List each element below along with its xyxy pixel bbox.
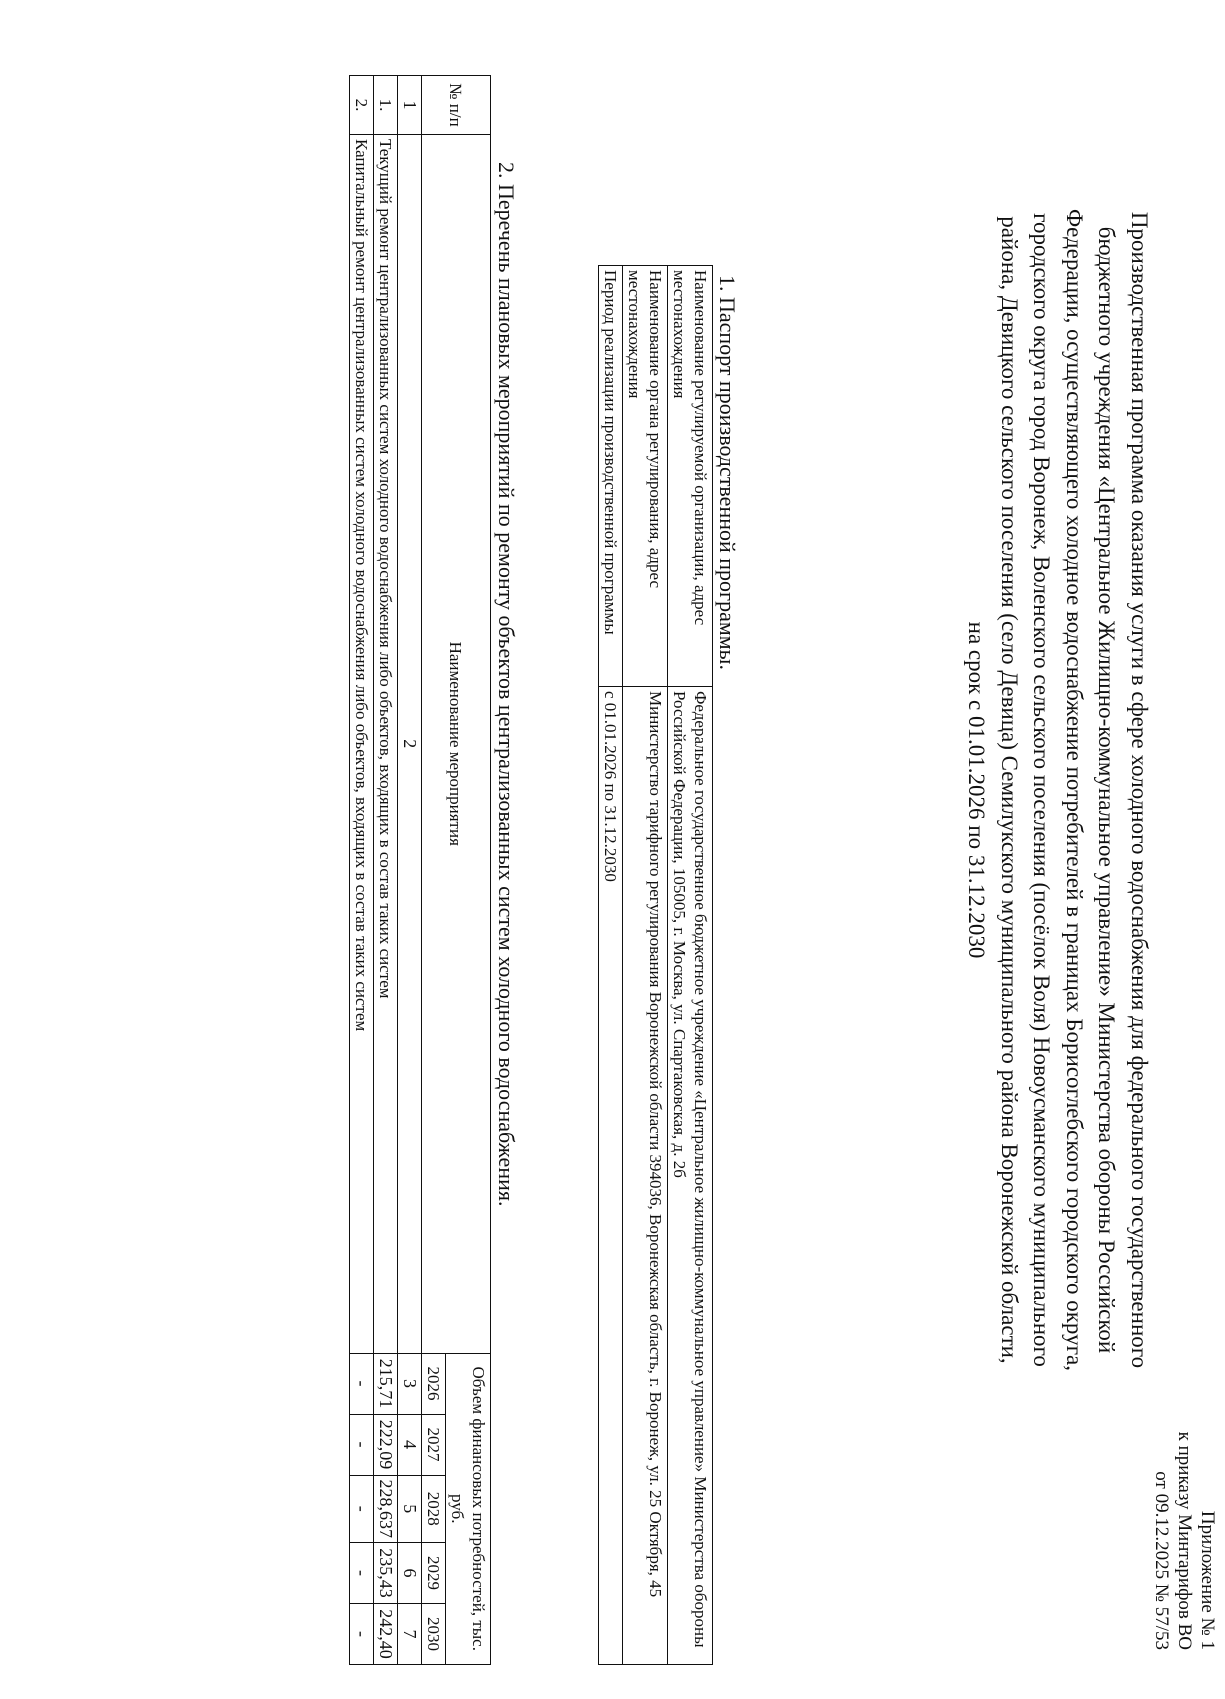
passport-value: Министерство тарифного регулирования Воронежской области 394036, Воронежская область, г. Воронеж, ул. 25 Октября, 45 (623, 687, 668, 1665)
year-cell: 2030 (422, 1604, 446, 1665)
column-number: 2 (398, 135, 422, 1354)
row-value: 235,43 (374, 1543, 398, 1604)
header-volume: Объем финансовых потребностей, тыс. руб. (446, 1353, 491, 1665)
title-line: бюджетного учреждения «Центральное Жилищно-коммунальное управление» Министерства обороны Российской (1094, 226, 1120, 1354)
year-cell: 2026 (422, 1353, 446, 1414)
title-line: района, Девицкого сельского поселения (село Девица) Семилукского муниципального района Воронежской области, (997, 216, 1022, 1364)
table-row (623, 266, 668, 1665)
table-row (350, 76, 374, 1665)
passport-value: Федеральное государственное бюджетное учреждение «Центральное жилищно-коммунальное управление» Министерства обороны Российской Федерации, 105005, г. Москва, ул. Спартаковская, д. 2б (668, 687, 713, 1665)
column-number: 6 (398, 1543, 422, 1604)
header-number: № п/п (422, 76, 491, 135)
plan-table (349, 75, 491, 1665)
table-row (374, 76, 398, 1665)
table-row (599, 266, 623, 1665)
column-number: 7 (398, 1604, 422, 1665)
appendix-line: от 09.12.2025 № 57/53 (1151, 1471, 1172, 1650)
year-cell: 2027 (422, 1414, 446, 1475)
row-value: - (350, 1475, 374, 1543)
title-line: городского округа город Воронеж, Воленского сельского поселения (посёлок Воля) Новоусманского муниципального (1029, 213, 1055, 1367)
year-cell: 2029 (422, 1543, 446, 1604)
row-value: - (350, 1414, 374, 1475)
row-name: Капитальный ремонт централизованных систем холодного водоснабжения либо объектов, входящих в состав таких систем (350, 135, 374, 1354)
table-header-row (446, 76, 491, 1665)
header-name: Наименование мероприятия (422, 135, 491, 1354)
section2-title: 2. Перечень плановых мероприятий по ремонту объектов централизованных систем холодного водоснабжения. (494, 162, 519, 1207)
column-number: 3 (398, 1353, 422, 1414)
column-number-row (398, 76, 422, 1665)
appendix-line: к приказу Минтарифов ВО (1174, 1431, 1195, 1650)
passport-table (598, 265, 713, 1665)
passport-label: Наименование органа регулирования, адрес местонахождения (623, 266, 668, 687)
row-value: - (350, 1604, 374, 1665)
row-value: - (350, 1543, 374, 1604)
row-value: 242,40 (374, 1604, 398, 1665)
passport-label: Период реализации производственной программы (599, 266, 623, 687)
row-number: 1. (374, 76, 398, 135)
title-line: Федерации, осуществляющего холодное водоснабжение потребителей в границах Борисоглебского городского округа, (1062, 209, 1087, 1371)
row-number: 2. (350, 76, 374, 135)
section1-title: 1. Паспорт производственной программы. (715, 275, 740, 670)
document-title (960, 100, 1155, 1480)
year-cell: 2028 (422, 1475, 446, 1543)
row-value: 215,71 (374, 1353, 398, 1414)
title-line: Производственная программа оказания услуги в сфере холодного водоснабжения для федерального государственного (1127, 211, 1152, 1369)
appendix-header (1150, 1432, 1219, 1650)
table-row (668, 266, 713, 1665)
row-value: 228,637 (374, 1475, 398, 1543)
row-value: - (350, 1353, 374, 1414)
row-name: Текущий ремонт централизованных систем холодного водоснабжения либо объектов, входящих в состав таких систем (374, 135, 398, 1354)
appendix-line: Приложение № 1 (1197, 1510, 1218, 1650)
column-number: 1 (398, 76, 422, 135)
column-number: 4 (398, 1414, 422, 1475)
row-value: 222,09 (374, 1414, 398, 1475)
passport-label: Наименование регулируемой организации, адрес местонахождения (668, 266, 713, 687)
document-page (225, 20, 1225, 1660)
column-number: 5 (398, 1475, 422, 1543)
passport-value: с 01.01.2026 по 31.12.2030 (599, 687, 623, 1665)
title-line: на срок с 01.01.2026 по 31.12.2030 (964, 621, 990, 959)
